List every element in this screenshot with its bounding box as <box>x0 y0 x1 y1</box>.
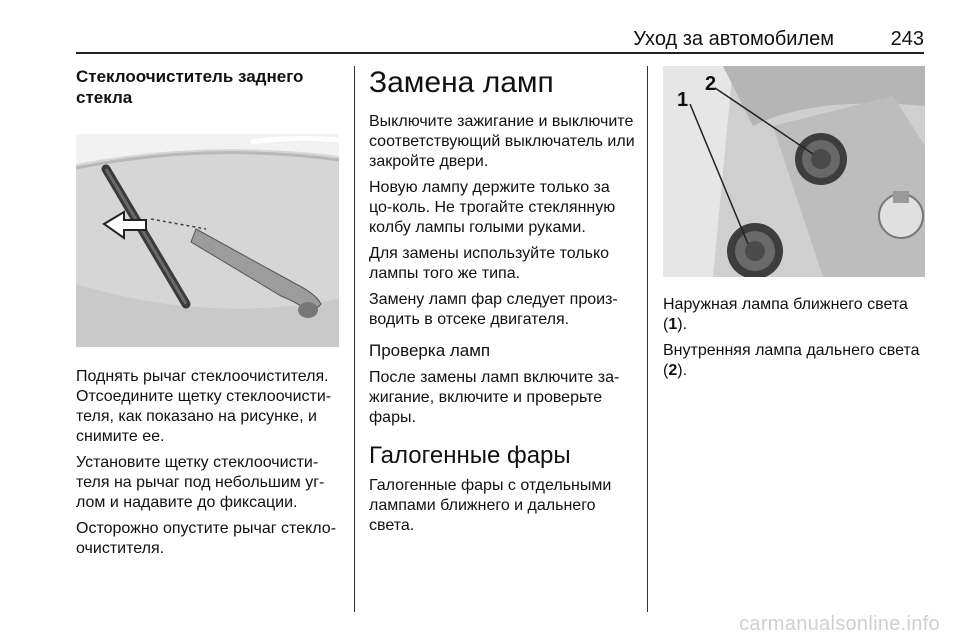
high-beam-caption: Внутренняя лампа дальнего света (2). <box>663 342 920 379</box>
lamp-replacement-title: Замена ламп <box>369 66 554 99</box>
low-beam-caption: Наружная лампа ближнего света (1). <box>663 296 908 333</box>
halogen-text: Галогенные фары с отдельными лампами ближнего и дальнего света. <box>369 477 612 534</box>
wiper-paragraph-3: Осторожно опустите рычаг стекло-очистителя. <box>76 520 337 557</box>
rear-wiper-illustration <box>76 134 339 347</box>
lamp-paragraph-3: Для замены используйте только лампы того же типа. <box>369 245 610 282</box>
column-divider <box>647 66 648 612</box>
wiper-heading-line2: стекла <box>76 88 133 107</box>
headlamp-engine-bay-photo <box>663 66 925 277</box>
lamp-paragraph-4: Замену ламп фар следует произ-водить в отсеке двигателя. <box>369 291 618 328</box>
header-rule <box>76 52 924 54</box>
column-right <box>663 66 925 387</box>
column-left <box>76 66 342 565</box>
lamp-paragraph-2: Новую лампу держите только за цо-коль. Не трогайте стеклянную колбу лампы голыми руками. <box>369 179 616 236</box>
column-divider <box>354 66 355 612</box>
wiper-paragraph-2: Установите щетку стеклоочисти-теля на рычаг под небольшим уг-лом и надавите до фиксации. <box>76 454 325 511</box>
halogen-headlights-title: Галогенные фары <box>369 442 571 469</box>
wiper-heading-line1: Стеклоочиститель заднего <box>76 67 304 86</box>
page-number: 243 <box>890 28 924 50</box>
low-beam-number: 1 <box>668 316 678 333</box>
section-title: Уход за автомобилем <box>633 28 834 50</box>
high-beam-number: 2 <box>668 362 678 379</box>
callout-1: 1 <box>677 89 689 111</box>
page-header <box>76 28 924 52</box>
column-middle <box>369 66 635 542</box>
wiper-heading <box>76 66 342 108</box>
watermark: carmanualsonline.info <box>739 613 940 635</box>
lamp-check-text: После замены ламп включите за-жигание, включите и проверьте фары. <box>369 369 620 426</box>
callout-2: 2 <box>705 73 717 95</box>
high-beam-text: Внутренняя лампа дальнего света <box>663 342 920 359</box>
lamp-check-heading: Проверка ламп <box>369 341 491 360</box>
wiper-paragraph-1: Поднять рычаг стеклоочистителя. Отсоедините щетку стеклоочисти-теля, как показано на рисунке, и снимите ее. <box>76 368 332 445</box>
lamp-paragraph-1: Выключите зажигание и выключите соответствующий выключатель или закройте двери. <box>369 113 635 170</box>
low-beam-text: Наружная лампа ближнего света <box>663 296 908 313</box>
